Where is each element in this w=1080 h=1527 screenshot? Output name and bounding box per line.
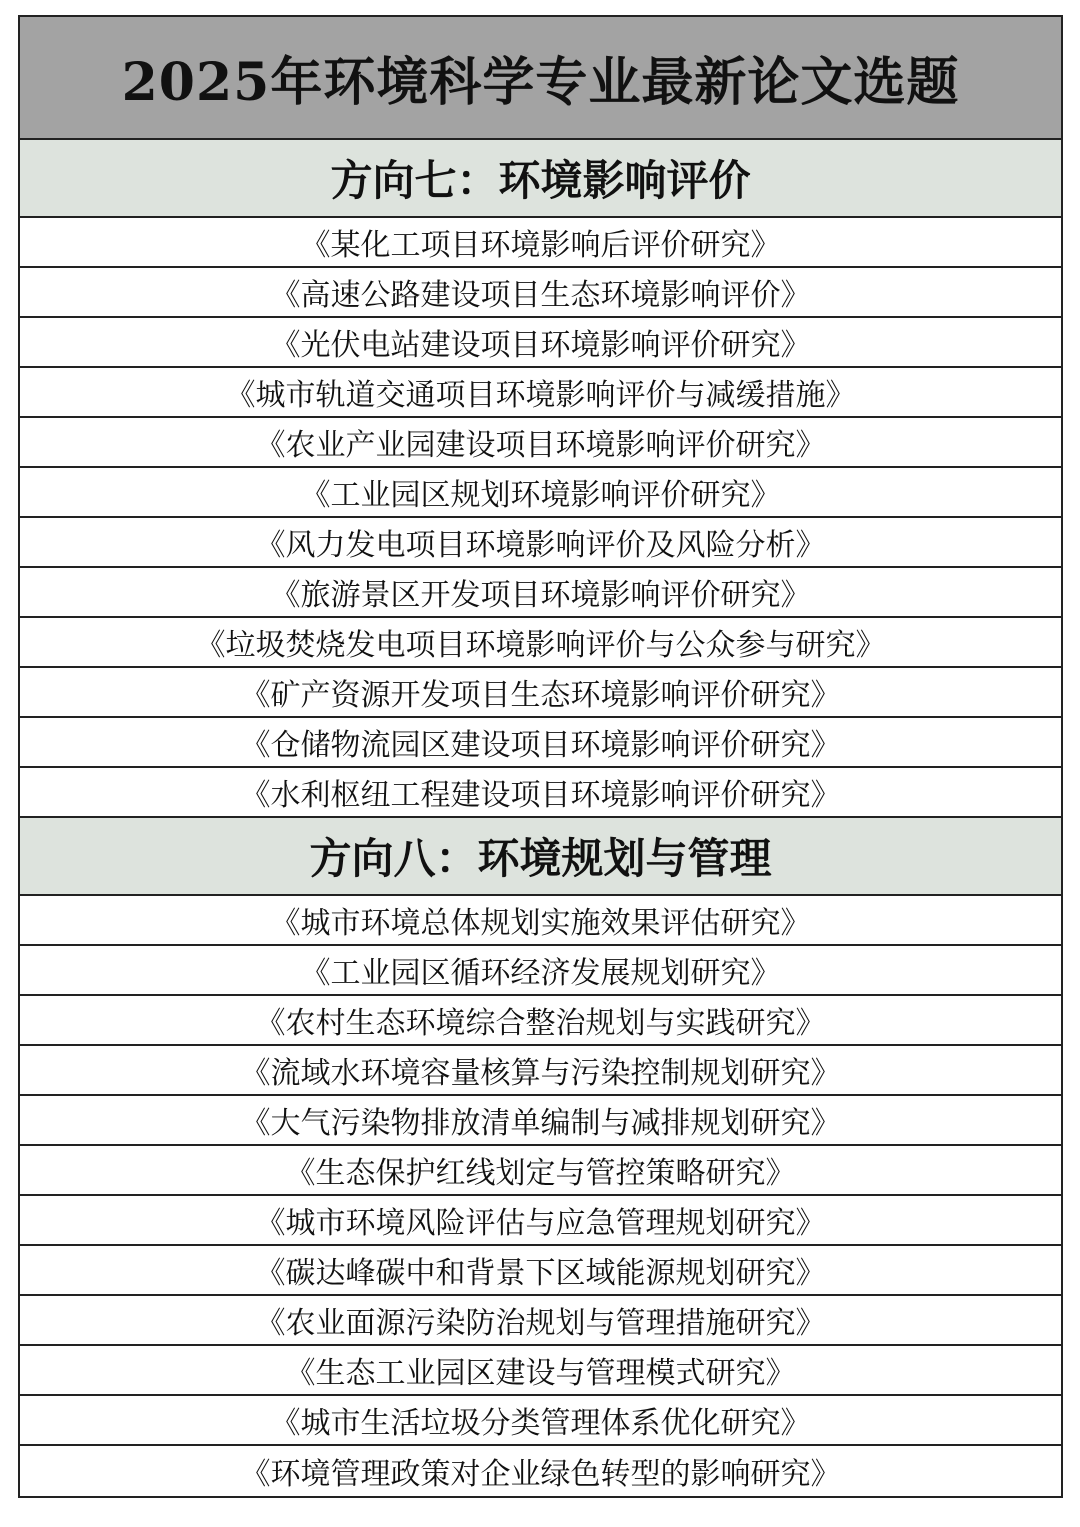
table-row	[20, 1346, 1061, 1396]
topic-title: 《某化工项目环境影响后评价研究》	[300, 228, 781, 263]
table-row	[20, 1446, 1061, 1496]
topic-title: 《农业面源污染防治规划与管理措施研究》	[255, 1306, 826, 1341]
table-row	[20, 768, 1061, 818]
table-row	[20, 1046, 1061, 1096]
table-row	[20, 568, 1061, 618]
topic-title: 《生态保护红线划定与管控策略研究》	[285, 1156, 796, 1191]
page-title: 2025年环境科学专业最新论文选题	[121, 52, 960, 113]
table-row	[20, 318, 1061, 368]
topic-title: 《农业产业园建设项目环境影响评价研究》	[255, 428, 826, 463]
table-row	[20, 1096, 1061, 1146]
topic-title: 《风力发电项目环境影响评价及风险分析》	[255, 528, 826, 563]
table-row	[20, 468, 1061, 518]
section-heading-row	[20, 140, 1061, 218]
section-heading: 方向八：环境规划与管理	[309, 834, 772, 883]
table-row	[20, 218, 1061, 268]
topic-title: 《大气污染物排放清单编制与减排规划研究》	[240, 1106, 841, 1141]
topic-title: 《高速公路建设项目生态环境影响评价》	[270, 278, 811, 313]
table-row	[20, 1196, 1061, 1246]
topic-title: 《光伏电站建设项目环境影响评价研究》	[270, 328, 811, 363]
topic-title: 《流域水环境容量核算与污染控制规划研究》	[240, 1056, 841, 1091]
topic-title: 《碳达峰碳中和背景下区域能源规划研究》	[255, 1256, 826, 1291]
table-row	[20, 668, 1061, 718]
topic-title: 《城市环境总体规划实施效果评估研究》	[270, 906, 811, 941]
topic-title: 《环境管理政策对企业绿色转型的影响研究》	[240, 1457, 841, 1492]
table-row	[20, 1146, 1061, 1196]
topic-title: 《城市生活垃圾分类管理体系优化研究》	[270, 1406, 811, 1441]
table-row	[20, 1296, 1061, 1346]
table-row	[20, 718, 1061, 768]
table-row	[20, 996, 1061, 1046]
table-row	[20, 618, 1061, 668]
topic-title: 《城市环境风险评估与应急管理规划研究》	[255, 1206, 826, 1241]
topic-title: 《仓储物流园区建设项目环境影响评价研究》	[240, 728, 841, 763]
section-heading: 方向七：环境影响评价	[330, 156, 751, 205]
table-row	[20, 896, 1061, 946]
table-row	[20, 418, 1061, 468]
section-heading-row	[20, 818, 1061, 896]
topic-title: 《城市轨道交通项目环境影响评价与减缓措施》	[225, 378, 856, 413]
topic-title: 《农村生态环境综合整治规划与实践研究》	[255, 1006, 826, 1041]
table-row	[20, 1246, 1061, 1296]
topic-title: 《生态工业园区建设与管理模式研究》	[285, 1356, 796, 1391]
topic-table	[18, 15, 1063, 1498]
topic-title: 《水利枢纽工程建设项目环境影响评价研究》	[240, 778, 841, 813]
title-row	[20, 17, 1061, 140]
topic-title: 《工业园区规划环境影响评价研究》	[300, 478, 781, 513]
table-row	[20, 946, 1061, 996]
topic-title: 《矿产资源开发项目生态环境影响评价研究》	[240, 678, 841, 713]
topic-title: 《垃圾焚烧发电项目环境影响评价与公众参与研究》	[195, 628, 886, 663]
table-row	[20, 268, 1061, 318]
table-row	[20, 1396, 1061, 1446]
table-row	[20, 518, 1061, 568]
table-row	[20, 368, 1061, 418]
topic-title: 《旅游景区开发项目环境影响评价研究》	[270, 578, 811, 613]
topic-title: 《工业园区循环经济发展规划研究》	[300, 956, 781, 991]
